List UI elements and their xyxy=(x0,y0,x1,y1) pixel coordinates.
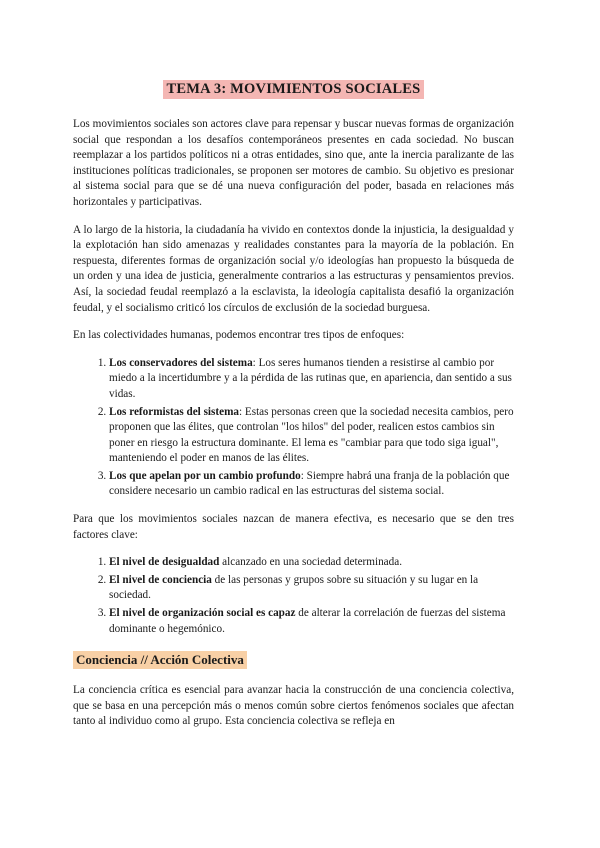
list-item xyxy=(109,573,514,604)
list-item xyxy=(109,356,514,403)
list-item xyxy=(109,405,514,467)
list-item-bold: Los que apelan por un cambio profundo xyxy=(109,469,301,482)
list-item-text: : Los seres humanos tienden a resistirse al cambio por miedo a la incertidumbre y a la pérdida de las rutinas que, en apariencia, dan sentido a sus vidas. xyxy=(109,356,512,400)
list-item-bold: El nivel de conciencia xyxy=(109,573,212,586)
enfoques-list xyxy=(73,356,514,500)
list-item-text: de alterar la correlación de fuerzas del sistema dominante o hegemónico. xyxy=(109,607,506,635)
list-item-text: : Siempre habrá una franja de la población que considere necesario un cambio radical en las estructuras del sistema social. xyxy=(109,469,510,498)
paragraph-conciencia: La conciencia crítica es esencial para avanzar hacia la construcción de una conciencia colectiva, que se basa en una percepción más o menos común sobre ciertos fenómenos sociales que afectan tanto al individuo como al grupo. Esta conciencia colectiva se refleja en xyxy=(73,684,514,728)
paragraph-enfoques-intro: En las colectividades humanas, podemos encontrar tres tipos de enfoques: xyxy=(73,329,405,342)
paragraph-history: A lo largo de la historia, la ciudadanía ha vivido en contextos donde la injusticia, la desigualdad y la explotación han sido amenazas y realidades constantes para la mayoría de la población. En respuesta, diferentes formas de organización social y/o ideologías han propuesto la búsqueda de un orden y una idea de justicia, generalmente contrarios a las estructuras y pensamientos previos. Así, la sociedad feudal reemplazó a la esclavista, la ideología capitalista desafió la organización feudal, y el socialismo criticó los círculos de exclusión de la sociedad burguesa. xyxy=(73,223,514,314)
list-item-text: alcanzado en una sociedad determinada. xyxy=(219,556,402,569)
list-item xyxy=(109,555,514,571)
paragraph-factores-intro: Para que los movimientos sociales nazcan de manera efectiva, es necesario que se den tres factores clave: xyxy=(73,513,514,541)
list-item-bold: El nivel de desigualdad xyxy=(109,556,220,569)
list-item-text: : Estas personas creen que la sociedad necesita cambios, pero proponen que las élites, que controlan "los hilos" del poder, realicen estos cambios sin poner en riesgo la estructura dominante. El lema es "cambiar para que todo siga igual", manteniendo el poder en manos de las élites. xyxy=(109,405,514,465)
list-item-bold: Los reformistas del sistema xyxy=(109,405,239,418)
list-item-text: de las personas y grupos sobre su situación y su lugar en la sociedad. xyxy=(109,573,479,602)
list-item xyxy=(109,606,514,637)
list-item xyxy=(109,469,514,500)
factores-list xyxy=(73,555,514,637)
section-heading: Conciencia // Acción Colectiva xyxy=(73,651,247,669)
paragraph-intro: Los movimientos sociales son actores clave para repensar y buscar nuevas formas de organización social que respondan a los desafíos contemporáneos presentes en cada sociedad. No buscan reemplazar a los partidos políticos ni a otras entidades, sino que, ante la inercia paralizante de las instituciones políticas tradicionales, se proponen ser motores de cambio. Su objetivo es presionar al sistema social para que se dé una nueva configuración del poder, basada en relaciones más horizontales y participativas. xyxy=(73,118,514,208)
section-heading-wrapper xyxy=(73,649,514,683)
list-item-bold: Los conservadores del sistema xyxy=(109,356,253,369)
list-item-bold: El nivel de organización social es capaz xyxy=(109,607,296,620)
title-wrapper xyxy=(73,80,514,99)
document-title: TEMA 3: MOVIMIENTOS SOCIALES xyxy=(163,80,425,99)
